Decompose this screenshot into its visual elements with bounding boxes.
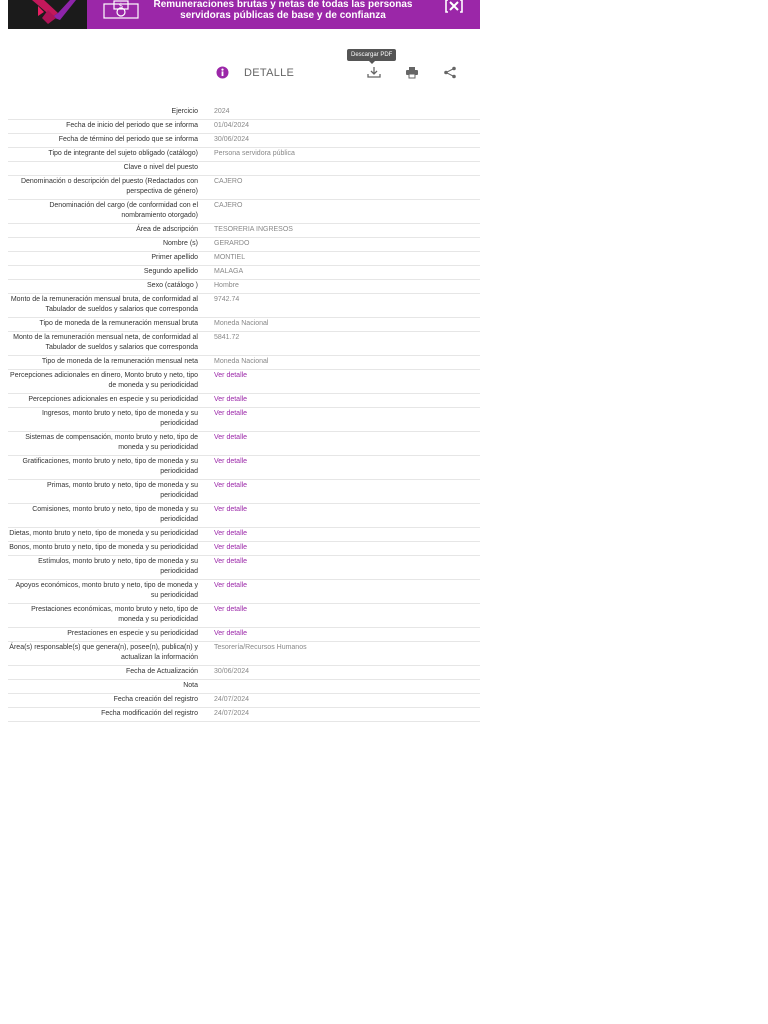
table-row <box>8 294 480 318</box>
field-value-cell <box>214 542 480 556</box>
field-value-cell <box>214 432 480 456</box>
table-row <box>8 224 480 238</box>
table-row <box>8 318 480 332</box>
ver-detalle-link[interactable]: Ver detalle <box>214 630 248 637</box>
table-row <box>8 120 480 134</box>
logo-icon <box>8 0 87 29</box>
field-label: Prestaciones en especie y su periodicidad <box>8 628 214 642</box>
field-label: Tipo de moneda de la remuneración mensual neta <box>8 356 214 370</box>
table-row <box>8 408 480 432</box>
share-icon[interactable] <box>443 66 457 79</box>
table-row <box>8 332 480 356</box>
field-value: 9742.74 <box>214 294 480 318</box>
download-pdf-button[interactable] <box>367 66 381 84</box>
banner-title <box>153 0 413 21</box>
detail-table-body <box>8 106 480 722</box>
field-label: Nombre (s) <box>8 238 214 252</box>
field-label: Dietas, monto bruto y neto, tipo de moneda y su periodicidad <box>8 528 214 542</box>
field-value: CAJERO <box>214 176 480 200</box>
field-label: Primer apellido <box>8 252 214 266</box>
download-icon[interactable] <box>367 66 381 79</box>
field-value: Moneda Nacional <box>214 318 480 332</box>
detail-table <box>8 106 480 722</box>
table-row <box>8 694 480 708</box>
field-label: Fecha de Actualización <box>8 666 214 680</box>
table-row <box>8 162 480 176</box>
table-row <box>8 252 480 266</box>
print-icon[interactable] <box>405 66 419 79</box>
field-label: Comisiones, monto bruto y neto, tipo de moneda y su periodicidad <box>8 504 214 528</box>
field-value-cell <box>214 604 480 628</box>
field-label: Segundo apellido <box>8 266 214 280</box>
ver-detalle-link[interactable]: Ver detalle <box>214 482 248 489</box>
table-row <box>8 280 480 294</box>
field-value-cell <box>214 504 480 528</box>
table-row <box>8 528 480 542</box>
field-value: 2024 <box>214 106 480 120</box>
ver-detalle-link[interactable]: Ver detalle <box>214 434 248 441</box>
svg-text:$: $ <box>118 2 124 10</box>
field-label: Prestaciones económicas, monto bruto y neto, tipo de moneda y su periodicidad <box>8 604 214 628</box>
field-value-cell <box>214 456 480 480</box>
print-button[interactable] <box>405 66 419 84</box>
field-label: Estímulos, monto bruto y neto, tipo de moneda y su periodicidad <box>8 556 214 580</box>
field-value <box>214 162 480 176</box>
table-row <box>8 238 480 252</box>
ver-detalle-link[interactable]: Ver detalle <box>214 544 248 551</box>
field-label: Percepciones adicionales en especie y su periodicidad <box>8 394 214 408</box>
table-row <box>8 134 480 148</box>
ver-detalle-link[interactable]: Ver detalle <box>214 558 248 565</box>
table-row <box>8 542 480 556</box>
ver-detalle-link[interactable]: Ver detalle <box>214 606 248 613</box>
header-banner <box>8 0 480 29</box>
share-button[interactable] <box>443 66 457 84</box>
banner-title-line2: servidoras públicas de base y de confianza <box>180 10 386 21</box>
table-row <box>8 480 480 504</box>
field-value: 30/06/2024 <box>214 134 480 148</box>
banner-title-line1: Remuneraciones brutas y netas de todas las personas <box>153 0 413 10</box>
ver-detalle-link[interactable]: Ver detalle <box>214 530 248 537</box>
field-value: GERARDO <box>214 238 480 252</box>
field-label: Tipo de moneda de la remuneración mensual bruta <box>8 318 214 332</box>
field-value: 24/07/2024 <box>214 708 480 722</box>
field-label: Sexo (catálogo ) <box>8 280 214 294</box>
field-value: Moneda Nacional <box>214 356 480 370</box>
field-label: Área(s) responsable(s) que genera(n), posee(n), publica(n) y actualizan la información <box>8 642 214 666</box>
field-label: Denominación del cargo (de conformidad con el nombramiento otorgado) <box>8 200 214 224</box>
table-row <box>8 432 480 456</box>
field-label: Primas, monto bruto y neto, tipo de moneda y su periodicidad <box>8 480 214 504</box>
field-value: CAJERO <box>214 200 480 224</box>
field-value-cell <box>214 408 480 432</box>
ver-detalle-link[interactable]: Ver detalle <box>214 506 248 513</box>
field-value: Tesorería/Recursos Humanos <box>214 642 480 666</box>
field-value-cell <box>214 580 480 604</box>
field-value: MONTIEL <box>214 252 480 266</box>
table-row <box>8 394 480 408</box>
download-tooltip: Descargar PDF <box>347 49 396 61</box>
info-icon <box>216 66 229 79</box>
field-label: Monto de la remuneración mensual neta, de conformidad al Tabulador de sueldos y salarios que corresponda <box>8 332 214 356</box>
field-value: 01/04/2024 <box>214 120 480 134</box>
money-icon <box>102 0 142 25</box>
field-value-cell <box>214 480 480 504</box>
field-label: Percepciones adicionales en dinero, Monto bruto y neto, tipo de moneda y su periodicidad <box>8 370 214 394</box>
field-label: Área de adscripción <box>8 224 214 238</box>
table-row <box>8 642 480 666</box>
field-label: Ejercicio <box>8 106 214 120</box>
table-row <box>8 580 480 604</box>
table-row <box>8 456 480 480</box>
field-label: Denominación o descripción del puesto (Redactados con perspectiva de género) <box>8 176 214 200</box>
ver-detalle-link[interactable]: Ver detalle <box>214 372 248 379</box>
table-row <box>8 604 480 628</box>
field-value: MALAGA <box>214 266 480 280</box>
field-label: Gratificaciones, monto bruto y neto, tipo de moneda y su periodicidad <box>8 456 214 480</box>
table-row <box>8 200 480 224</box>
field-value: Hombre <box>214 280 480 294</box>
field-label: Tipo de integrante del sujeto obligado (catálogo) <box>8 148 214 162</box>
table-row <box>8 556 480 580</box>
table-row <box>8 148 480 162</box>
field-value-cell <box>214 528 480 542</box>
detail-title: DETALLE <box>244 67 295 79</box>
field-value-cell <box>214 628 480 642</box>
field-value <box>214 680 480 694</box>
table-row <box>8 266 480 280</box>
ver-detalle-link[interactable]: Ver detalle <box>214 410 248 417</box>
table-row <box>8 176 480 200</box>
field-label: Ingresos, monto bruto y neto, tipo de moneda y su periodicidad <box>8 408 214 432</box>
field-label: Bonos, monto bruto y neto, tipo de moneda y su periodicidad <box>8 542 214 556</box>
close-button[interactable] <box>444 0 464 20</box>
field-value: TESORERIA INGRESOS <box>214 224 480 238</box>
field-label: Fecha modificación del registro <box>8 708 214 722</box>
field-value: 24/07/2024 <box>214 694 480 708</box>
table-row <box>8 628 480 642</box>
table-row <box>8 680 480 694</box>
field-value-cell <box>214 370 480 394</box>
table-row <box>8 504 480 528</box>
table-row <box>8 708 480 722</box>
field-label: Fecha de término del periodo que se informa <box>8 134 214 148</box>
ver-detalle-link[interactable]: Ver detalle <box>214 582 248 589</box>
field-label: Fecha de inicio del periodo que se informa <box>8 120 214 134</box>
close-icon[interactable] <box>444 0 464 15</box>
field-value-cell <box>214 394 480 408</box>
table-row <box>8 370 480 394</box>
field-value: 5841.72 <box>214 332 480 356</box>
ver-detalle-link[interactable]: Ver detalle <box>214 458 248 465</box>
field-label: Sistemas de compensación, monto bruto y neto, tipo de moneda y su periodicidad <box>8 432 214 456</box>
field-label: Monto de la remuneración mensual bruta, de conformidad al Tabulador de sueldos y salarios que corresponda <box>8 294 214 318</box>
field-value: Persona servidora pública <box>214 148 480 162</box>
field-label: Apoyos económicos, monto bruto y neto, tipo de moneda y su periodicidad <box>8 580 214 604</box>
field-value: 30/06/2024 <box>214 666 480 680</box>
field-label: Clave o nivel del puesto <box>8 162 214 176</box>
table-row <box>8 356 480 370</box>
table-row <box>8 106 480 120</box>
field-value-cell <box>214 556 480 580</box>
table-row <box>8 666 480 680</box>
field-label: Fecha creación del registro <box>8 694 214 708</box>
field-label: Nota <box>8 680 214 694</box>
ver-detalle-link[interactable]: Ver detalle <box>214 396 248 403</box>
